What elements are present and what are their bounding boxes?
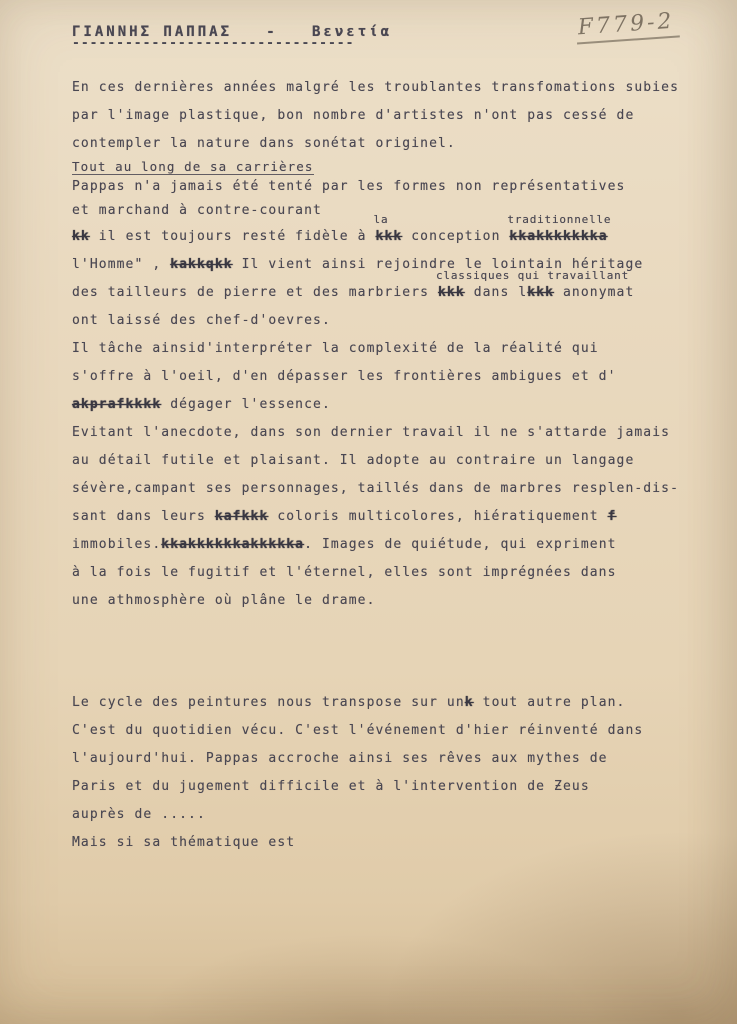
text-line [72, 531, 707, 559]
strikeout-correction: kkakkkkkkka [509, 229, 608, 244]
text-segment: dans l [464, 285, 528, 300]
text-line [72, 102, 707, 130]
text-line [72, 363, 707, 391]
strikeout-correction: kkk [438, 285, 465, 300]
interline-insertion-text: traditionnelle [507, 212, 612, 226]
text-line [72, 74, 707, 102]
text-line [72, 475, 707, 503]
text-segment: Pappas n'a jamais été tenté par les formes non représentatives [72, 179, 626, 194]
text-segment: dégager l'essence. [161, 397, 331, 412]
text-line [72, 307, 707, 335]
strikeout-correction: k [464, 695, 474, 710]
text-segment: tout autre plan. [473, 695, 626, 710]
text-segment: au détail futile et plaisant. Il adopte au contraire un langage [72, 453, 635, 468]
text-segment: Mais si sa thématique est [72, 835, 296, 850]
text-line [72, 212, 707, 251]
strikeout-correction: kk [72, 229, 90, 244]
underlined-text: Tout au long de sa carrières [72, 159, 314, 174]
text-segment: il est toujours resté fidèle à [89, 229, 376, 244]
text-line [72, 559, 707, 587]
text-segment: Il tâche ainsid'interpréter la complexité de la réalité qui [72, 341, 599, 356]
text-segment: immobiles. [72, 537, 162, 552]
text-segment: l'Homme" , [72, 257, 171, 272]
text-segment: . Images de quiétude, qui expriment [304, 537, 617, 552]
text-line [72, 801, 707, 829]
text-segment: sévère,campant ses personnages, taillés dans de marbres resplen-dis- [72, 481, 680, 496]
text-segment: conception [402, 229, 510, 244]
text-line [72, 689, 707, 717]
text-segment: par l'image plastique, bon nombre d'artistes n'ont pas cessé de [72, 108, 635, 123]
text-segment: En ces dernières années malgré les troublantes transfomations subies [72, 80, 680, 95]
text-segment: contempler la nature dans sonétat originel. [72, 136, 456, 151]
text-segment: Le cycle des peintures nous transpose sur un [72, 695, 465, 710]
text-line [72, 268, 707, 307]
strikeout-correction: kakkqkk [170, 257, 233, 272]
text-segment: et marchand à contre-courant [72, 203, 322, 218]
text-segment: des tailleurs de pierre et des marbriers [72, 285, 438, 300]
text-line [72, 773, 707, 801]
text-segment: Evitant l'anecdote, dans son dernier travail il ne s'attarde jamais [72, 425, 671, 440]
strikeout-correction: kkk [527, 285, 555, 300]
text-segment: auprès de ..... [72, 807, 206, 822]
text-line [72, 447, 707, 475]
text-line [72, 130, 707, 158]
interline-insertion-text: la [373, 212, 389, 226]
interline-insertion-text: classiques qui travaillant [436, 268, 629, 282]
text-segment: l'aujourd'hui. Pappas accroche ainsi ses rêves aux mythes de [72, 751, 608, 766]
text-segment: à la fois le fugitif et l'éternel, elles sont imprégnées dans [72, 565, 617, 580]
text-segment: anonymat [554, 285, 635, 300]
document-header [72, 24, 392, 51]
strikeout-correction: kkakkkkkkakkkkka [161, 537, 305, 552]
text-segment: ont laissé des chef-d'oevres. [72, 313, 331, 328]
text-segment: une athmosphère où plâne le drame. [72, 593, 376, 608]
text-line [72, 587, 707, 615]
text-segment: Paris et du jugement difficile et à l'intervention de Ƶeus [72, 779, 590, 794]
text-line [72, 717, 707, 745]
text-line [72, 199, 707, 223]
text-line [72, 829, 707, 857]
strikeout-correction: f [607, 509, 617, 524]
text-line [72, 745, 707, 773]
strikeout-correction: akprafkkkk [72, 397, 162, 412]
strikeout-correction: kafkkk [214, 509, 269, 524]
strikeout-correction: kkk [375, 229, 403, 244]
text-segment: C'est du quotidien vécu. C'est l'événement d'hier réinventé dans [72, 723, 644, 738]
text-line [72, 335, 707, 363]
handwritten-reference-number: F779-2 [575, 8, 679, 44]
text-segment: coloris multicolores, hiératiquement [268, 509, 608, 524]
text-segment: sant dans leurs [72, 509, 215, 524]
text-segment: Il vient ainsi rejoindre le lointain héritage [232, 257, 644, 272]
text-line [72, 158, 707, 175]
text-line [72, 391, 707, 419]
text-line [72, 419, 707, 447]
text-line [72, 503, 707, 531]
title-underline: -------------------------------- [72, 36, 355, 51]
document-body [72, 74, 707, 857]
text-line [72, 175, 707, 199]
text-segment: s'offre à l'oeil, d'en dépasser les frontières ambigues et d' [72, 369, 617, 384]
page-title: ΓΙΑΝΝΗΣ ΠΑΠΠΑΣ - Βενετία [72, 24, 393, 40]
